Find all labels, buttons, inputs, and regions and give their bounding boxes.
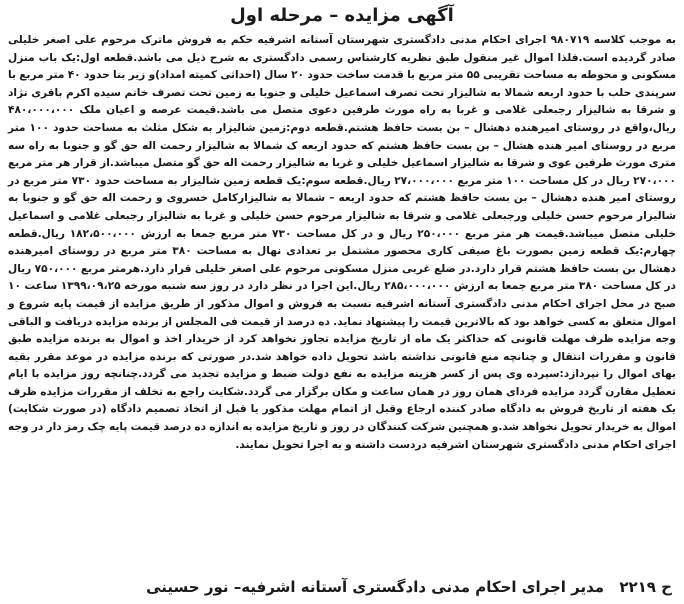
notice-title: آگهی مزایده – مرحله اول (230, 5, 454, 26)
auction-notice (6, 4, 678, 600)
notice-footer (6, 576, 678, 598)
notice-signature: مدیر اجرای احکام مدنی دادگستری آستانه اشرفیه– نور حسینی (146, 578, 605, 596)
notice-body: به موجب کلاسه ۹۸۰۷۱۹ اجرای احکام مدنی دادگستری شهرستان آستانه اشرفیه حکم به فروش ماترک مرحوم علی اصغر خلیلی صادر گردیده است.فلذا اموال غیر منقول طبق نظریه کارشناس رسمی دادگستری به شرح ذیل می باشد.قطعه اول:یک باب منزل مسکونی و محوطه به مساحت تقریبی ۵۵ متر مربع با قدمت ساخت حدود ۲۰ سال (احداثی کمیته امداد)و زیر بنا حدود ۴۰ متر مربع با سرپندی حلب با حدود اربعه شمالا به شالیزار تحت تصرف اسماعیل خلیلی و جنوبا به زمین تحت تصرف خانم سیده اکرم باقری نژاد و شرقا به شالیزار رجبعلی غلامی و غربا به راه مورث طرفین دعوی متصل می باشد.قیمت عرصه و اعیان ملک ۴۸۰،۰۰۰،۰۰۰ ریال،واقع در روستای امیرهنده دهشال – بن بست حافظ هشتم.قطعه دوم:زمین شالیزار به شکل مثلث به مساحت حدود ۱۰۰ متر مربع در روستای امیر هنده هشال – بن بست حافظ هشتم که حدود اربعه ک شمالا به شالیزار رحمت اله حق گو و جنوبا به راه سه متری مورث طرفین عوی و شرقا به شالیزار اسماعیل خلیلی و غربا به شالیزار رحمت اله حق گو متصل میباشد.از قرار هر متر مربع ۲۷۰،۰۰۰ ریال در کل مساحت ۱۰۰ متر مربع ۲۷،۰۰۰،۰۰۰ ریال.قطعه سوم:یک قطعه زمین شالیزار به مساحت حدود ۷۳۰ متر مربع در روستای امیر هنده دهشال – بن بست حافظ هشتم که حدود اربعه – شمالا به شالیزارکامل خسروی و رحمت اله حق گو و جنوبا به شالیزار مرحوم حسن خلیلی ورجبعلی غلامی و شرقا به شالیزار مرحوم حسن خلیلی و غربا به شالیزار رجبعلی غلامی و اسماعیل خلیلی متصل میباشد.قیمت هر متر مربع ۲۵۰،۰۰۰ ریال و در کل مساحت ۷۳۰ متر مربع جمعا به ارزش ۱۸۲،۵۰۰،۰۰۰ ریال.قطعه چهارم:یک قطعه زمین بصورت باغ صیفی کاری محصور مشتمل بر تعدادی نهال به مساحت ۳۸۰ متر مربع در روستای امیرهنده دهشال بن بست حافظ هشتم قرار دارد.در ضلع غربی منزل مسکونی مرحوم علی اصغر خلیلی قرار دارد.هرمتر مربع ۷۵۰،۰۰۰ ریال در کل مساحت ۳۸۰ متر مربع جمعا به ارزش ۲۸۵،۰۰۰،۰۰۰ ریال.این اجرا در نظر دارد در روز سه شنبه مورخه ۱۳۹۹،۰۹،۲۵ ساعت ۱۰ صبح در محل اجرای احکام مدنی دادگستری آستانه اشرفیه نسبت به فروش و اموال مذکور از طریق مزایده از قیمت پایه شروع و اموال متعلق به کسی خواهد بود که بالاترین قیمت را پیشنهاد نماید. ده درصد از قیمت فی المجلس از برنده مزایده دریافت و الباقی وجه مزایده ظرف مهلت قانونی که حداکثر یک ماه از تاریخ مزایده تجاوز نخواهد کرد از خریدار اخذ و اموال به برنده مزایده طبق قانون و مقررات انتقال و چنانچه منع قانونی نداشته باشد تحویل داده خواهد شد.در صورتی که برنده مزایده در موعد مقرر بقیه بهای اموال را نپردازد:سپرده وی پس از کسر هزینه مزایده به نفع دولت ضبط و مزایده تجدید می گردد.چنانچه روز مزایده با ایام تعطیل مقارن گردد مزایده فردای همان روز در همان ساعت و مکان برگزار می گردد.شکایت راجع به تخلف از مقررات مزایده ظرف یک هفته از تاریخ فروش به دادگاه صادر کننده ارجاع وقبل از اتمام مهلت مذکور یا قبل از اتخاذ تصمیم دادگاه (در صورت شکایت) اموال به خریدار تحویل نخواهد شد.و همچنین شرکت کنندگان در روز و تاریخ مزایده به اندازه ده درصد قیمت پایه چک رمز دار در وجه اجرای احکام مدنی دادگستری شهرستان اشرفیه دردست داشته و به اجرا تحویل نمایند. (8, 34, 676, 451)
notice-code: ح ۲۲۱۹ (619, 578, 672, 596)
